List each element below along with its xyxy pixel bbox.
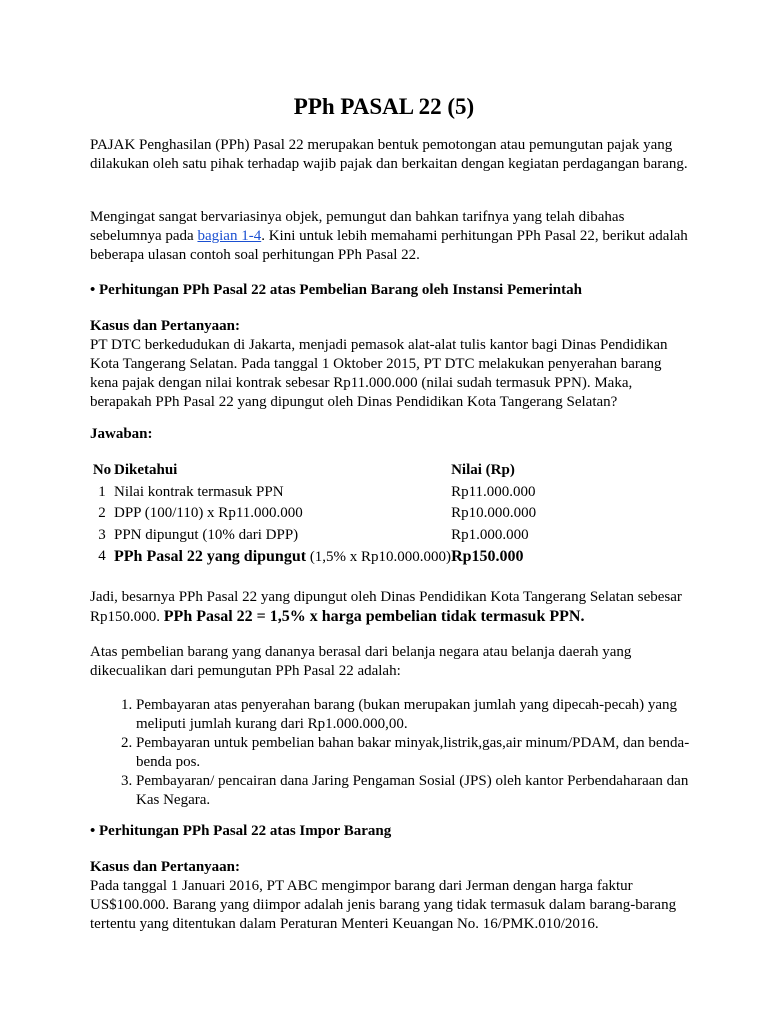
section1-kasus-heading: Kasus dan Pertanyaan: — [90, 318, 241, 334]
context-text-after: . Kini untuk lebih memahami perhitungan PPh Pasal 22, berikut adalah beberapa ulasan contoh soal perhitungan PPh Pasal 22. — [90, 228, 688, 263]
bagian-link[interactable]: bagian 1-4 — [197, 228, 262, 244]
header-item: Diketahui — [114, 462, 178, 479]
list-item: 1. Pembayaran atas penyerahan barang (bukan merupakan jumlah yang dipecah-pecah) yang meliputi jumlah kurang dari Rp1.000.000,00. — [136, 696, 690, 734]
table-header-row — [90, 460, 591, 482]
conclusion-paragraph — [90, 588, 690, 627]
intro-paragraph — [90, 136, 690, 174]
row-no: 3 — [98, 526, 106, 543]
conclusion-formula: PPh Pasal 22 = 1,5% x harga pembelian tidak termasuk PPN. — [163, 608, 585, 625]
diketahui-table — [90, 460, 591, 568]
row-item-normal: (1,5% x Rp10.000.000) — [306, 548, 452, 565]
exception-intro-text: Atas pembelian barang yang dananya berasal dari belanja negara atau belanja daerah yang dikecualikan dari pemungutan PPh Pasal 22 adalah: — [90, 644, 632, 679]
row-value: Rp1.000.000 — [451, 526, 529, 543]
row-no: 2 — [98, 505, 106, 522]
row-value: Rp10.000.000 — [451, 505, 537, 522]
context-text-before: Mengingat sangat bervariasinya objek, pemungut dan bahkan tarifnya yang telah dibahas sebelumnya pada — [90, 209, 625, 244]
context-text — [90, 208, 690, 265]
row-item: PPN dipungut (10% dari DPP) — [114, 526, 299, 543]
intro-text: PAJAK Penghasilan (PPh) Pasal 22 merupakan bentuk pemotongan atau pemungutan pajak yang dilakukan oleh satu pihak terhadap wajib pajak dan berkaitan dengan kegiatan perdagangan barang. — [90, 137, 688, 172]
row-value: Rp11.000.000 — [451, 483, 536, 500]
list-item: 2. Pembayaran untuk pembelian bahan bakar minyak,listrik,gas,air minum/PDAM, dan benda-benda pos. — [136, 734, 690, 772]
exception-list-wrap — [90, 696, 690, 810]
table-total-row — [90, 546, 591, 568]
exception-intro-paragraph — [90, 643, 690, 681]
exception-list — [90, 696, 690, 810]
section1-kasus — [90, 317, 690, 412]
list-item: 3. Pembayaran/ pencairan dana Jaring Pengaman Sosial (JPS) oleh kantor Perbendaharaan dan Kas Negara. — [136, 772, 690, 810]
page-title: PPh PASAL 22 (5) — [293, 94, 475, 119]
section2-kasus-heading: Kasus dan Pertanyaan: — [90, 859, 241, 875]
header-no: No — [92, 462, 112, 479]
jawaban-heading: Jawaban: — [90, 426, 153, 442]
section1-heading: • Perhitungan PPh Pasal 22 atas Pembelian Barang oleh Instansi Pemerintah — [90, 282, 582, 298]
section1-kasus-text: PT DTC berkedudukan di Jakarta, menjadi pemasok alat-alat tulis kantor bagi Dinas Pendidikan Kota Tangerang Selatan. Pada tanggal 1 Oktober 2015, PT DTC melakukan penyerahan barang kena pajak dengan nilai kontrak sebesar Rp11.000.000 (nilai sudah termasuk PPN). Maka, berapakah PPh Pasal 22 yang dipungut oleh Dinas Pendidikan Kota Tangerang Selatan? — [90, 337, 668, 410]
conclusion-normal: Jadi, besarnya PPh Pasal 22 yang dipungut oleh Dinas Pendidikan Kota Tangerang Selatan sebesar Rp150.000. — [90, 589, 682, 625]
row-value: Rp150.000 — [451, 548, 524, 566]
row-item: Nilai kontrak termasuk PPN — [114, 483, 284, 500]
table-row — [90, 525, 591, 547]
table-row — [90, 503, 591, 525]
header-value: Nilai (Rp) — [451, 462, 515, 479]
row-item: DPP (100/110) x Rp11.000.000 — [114, 505, 303, 522]
context-paragraph — [90, 208, 690, 265]
row-item-bold: PPh Pasal 22 yang dipungut — [114, 547, 307, 565]
conclusion-text — [90, 588, 690, 627]
section2-kasus — [90, 858, 690, 934]
row-no: 1 — [98, 483, 106, 500]
table-row — [90, 482, 591, 504]
section2-kasus-text: Pada tanggal 1 Januari 2016, PT ABC mengimpor barang dari Jerman dengan harga faktur US$100.000. Barang yang diimpor adalah jenis barang yang tidak termasuk dalam barang-barang tertentu yang ditentukan dalam Peraturan Menteri Keuangan No. 16/PMK.010/2016. — [90, 878, 677, 932]
section2-heading: • Perhitungan PPh Pasal 22 atas Impor Barang — [90, 823, 392, 839]
row-no: 4 — [98, 548, 106, 565]
diketahui-table-wrap — [90, 460, 690, 568]
row-item — [114, 546, 451, 568]
